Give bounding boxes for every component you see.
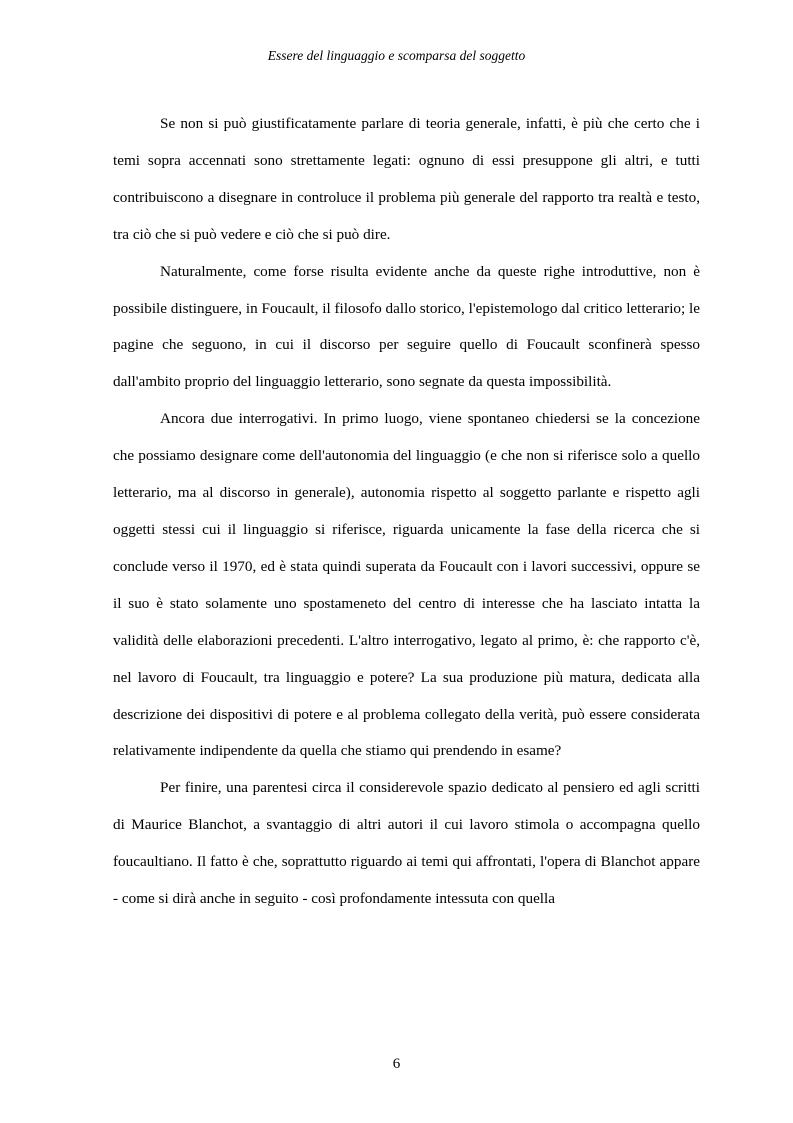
paragraph: Se non si può giustificatamente parlare di teoria generale, infatti, è più che certo che i temi sopra accennati sono strettamente legati: ognuno di essi presuppone gli altri, e tutti contribuiscono a disegnare in controluce il problema più generale del rapporto tra realtà e testo, tra ciò che si può vedere e ciò che si può dire. — [113, 115, 700, 243]
body-text — [113, 106, 700, 918]
paragraph: Naturalmente, come forse risulta evidente anche da queste righe introduttive, non è possibile distinguere, in Foucault, il filosofo dallo storico, l'epistemologo dal critico letterario; le pagine che seguono, in cui il discorso per seguire quello di Foucault sconfinerà spesso dall'ambito proprio del linguaggio letterario, sono segnate da questa impossibilità. — [113, 262, 700, 391]
paragraph: Ancora due interrogativi. In primo luogo, viene spontaneo chiedersi se la concezione che possiamo designare come dell'autonomia del linguaggio (e che non si riferisce solo a quello letterario, ma al discorso in generale), autonomia rispetto al soggetto parlante e rispetto agli oggetti stessi cui il linguaggio si riferisce, riguarda unicamente la fase della ricerca che si conclude verso il 1970, ed è stata quindi superata da Foucault con i lavori successivi, oppure se il suo è stato solamente uno spostameneto del centro di interesse che ha lasciato intatta la validità delle elaborazioni precedenti. L'altro interrogativo, legato al primo, è: che rapporto c'è, nel lavoro di Foucault, tra linguaggio e potere? La sua produzione più matura, dedicata alla descrizione dei dispositivi di potere e al problema collegato della verità, può essere considerata relativamente indipendente da quella che stiamo qui prendendo in esame? — [113, 410, 700, 760]
running-header: Essere del linguaggio e scomparsa del soggetto — [267, 48, 526, 63]
paragraph: Per finire, una parentesi circa il considerevole spazio dedicato al pensiero ed agli scritti di Maurice Blanchot, a svantaggio di altri autori il cui lavoro stimola o accompagna quello foucaultiano. Il fatto è che, soprattutto riguardo ai temi qui affrontati, l'opera di Blanchot appare - come si dirà anche in seguito - così profondamente intessuta con quella — [113, 779, 700, 908]
page-number: 6 — [392, 1056, 401, 1072]
